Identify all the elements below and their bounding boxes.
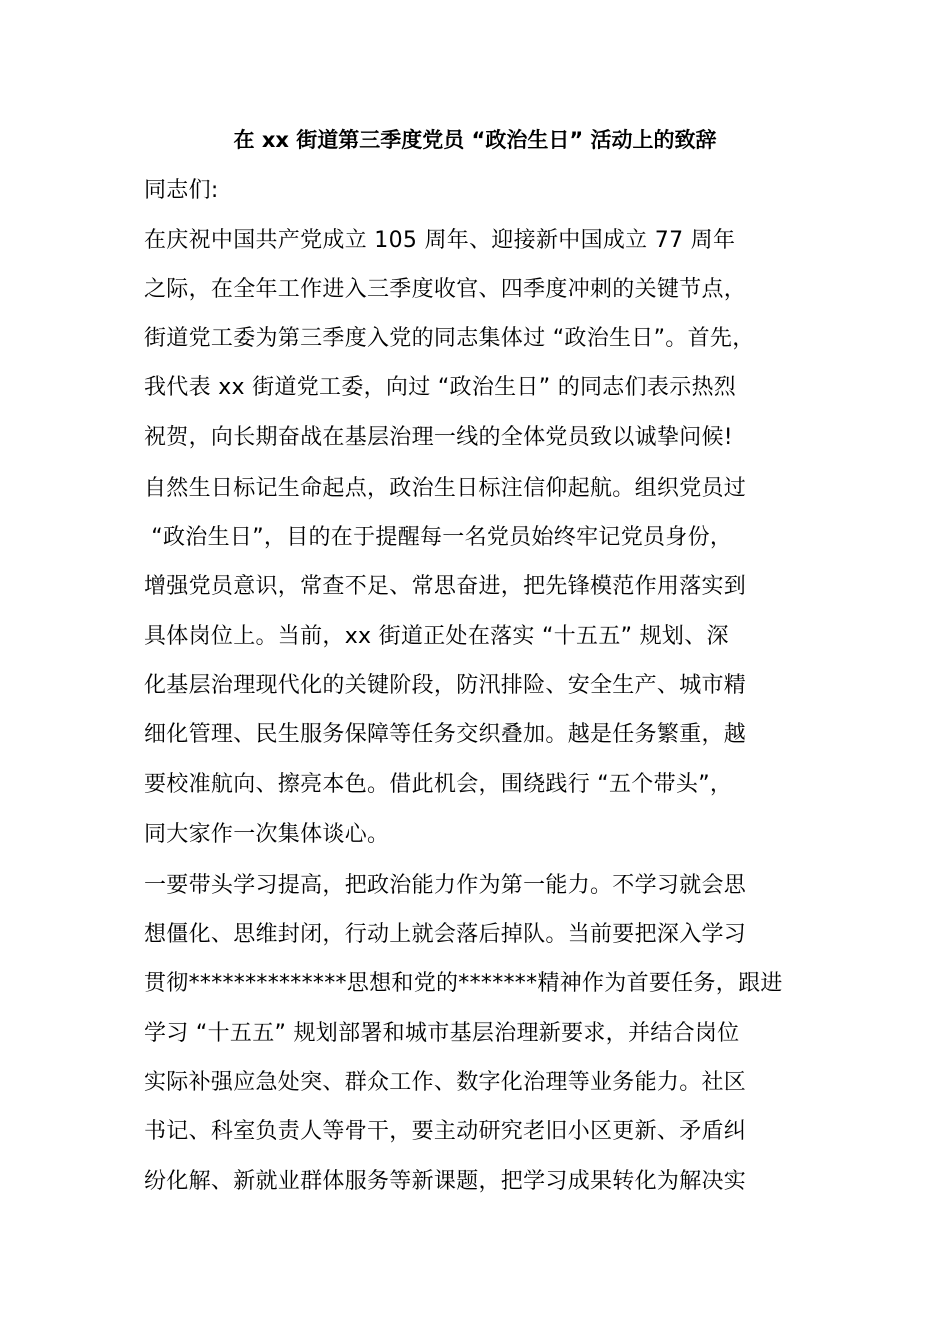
text-line: 同大家作一次集体谈心。 xyxy=(144,822,390,847)
text-line: 我代表 xx 街道党工委，向过 “政治生日” 的同志们表示热烈 xyxy=(144,375,737,400)
text-line: 祝贺，向长期奋战在基层治理一线的全体党员致以诚挚问候! xyxy=(144,425,733,450)
text-line: “政治生日”，目的在于提醒每一名党员始终牢记党员身份， xyxy=(144,525,733,550)
text-line: 贯彻**************思想和党的*******精神作为首要任务，跟进 xyxy=(144,971,783,996)
text-line: 自然生日标记生命起点，政治生日标注信仰起航。组织党员过 xyxy=(144,476,747,501)
text-line: 书记、科室负责人等骨干，要主动研究老旧小区更新、矛盾纠 xyxy=(144,1119,747,1144)
text-line: 化基层治理现代化的关键阶段，防汛排险、安全生产、城市精 xyxy=(144,673,747,698)
text-line: 增强党员意识，常查不足、常思奋进，把先锋模范作用落实到 xyxy=(144,574,747,599)
text-line: 同志们: xyxy=(144,178,219,203)
text-line: 要校准航向、擦亮本色。借此机会，围绕践行 “五个带头”， xyxy=(144,772,733,797)
text-line: 具体岗位上。当前，xx 街道正处在落实 “十五五” 规划、深 xyxy=(144,624,729,649)
text-line: 细化管理、民生服务保障等任务交织叠加。越是任务繁重，越 xyxy=(144,722,747,747)
text-line: 实际补强应急处突、群众工作、数字化治理等业务能力。社区 xyxy=(144,1070,747,1095)
text-line: 街道党工委为第三季度入党的同志集体过 “政治生日”。首先， xyxy=(144,326,755,351)
text-line: 纷化解、新就业群体服务等新课题，把学习成果转化为解决实 xyxy=(144,1169,747,1194)
text-line: 学习 “十五五” 规划部署和城市基层治理新要求，并结合岗位 xyxy=(144,1021,740,1046)
document-title: 在 xx 街道第三季度党员 “政治生日” 活动上的致辞 xyxy=(233,128,717,152)
text-line: 一要带头学习提高，把政治能力作为第一能力。不学习就会思 xyxy=(144,873,747,898)
text-line: 在庆祝中国共产党成立 105 周年、迎接新中国成立 77 周年 xyxy=(144,228,736,253)
text-line: 想僵化、思维封闭，行动上就会落后掉队。当前要把深入学习 xyxy=(144,922,747,947)
text-line: 之际，在全年工作进入三季度收官、四季度冲刺的关键节点， xyxy=(144,277,747,302)
